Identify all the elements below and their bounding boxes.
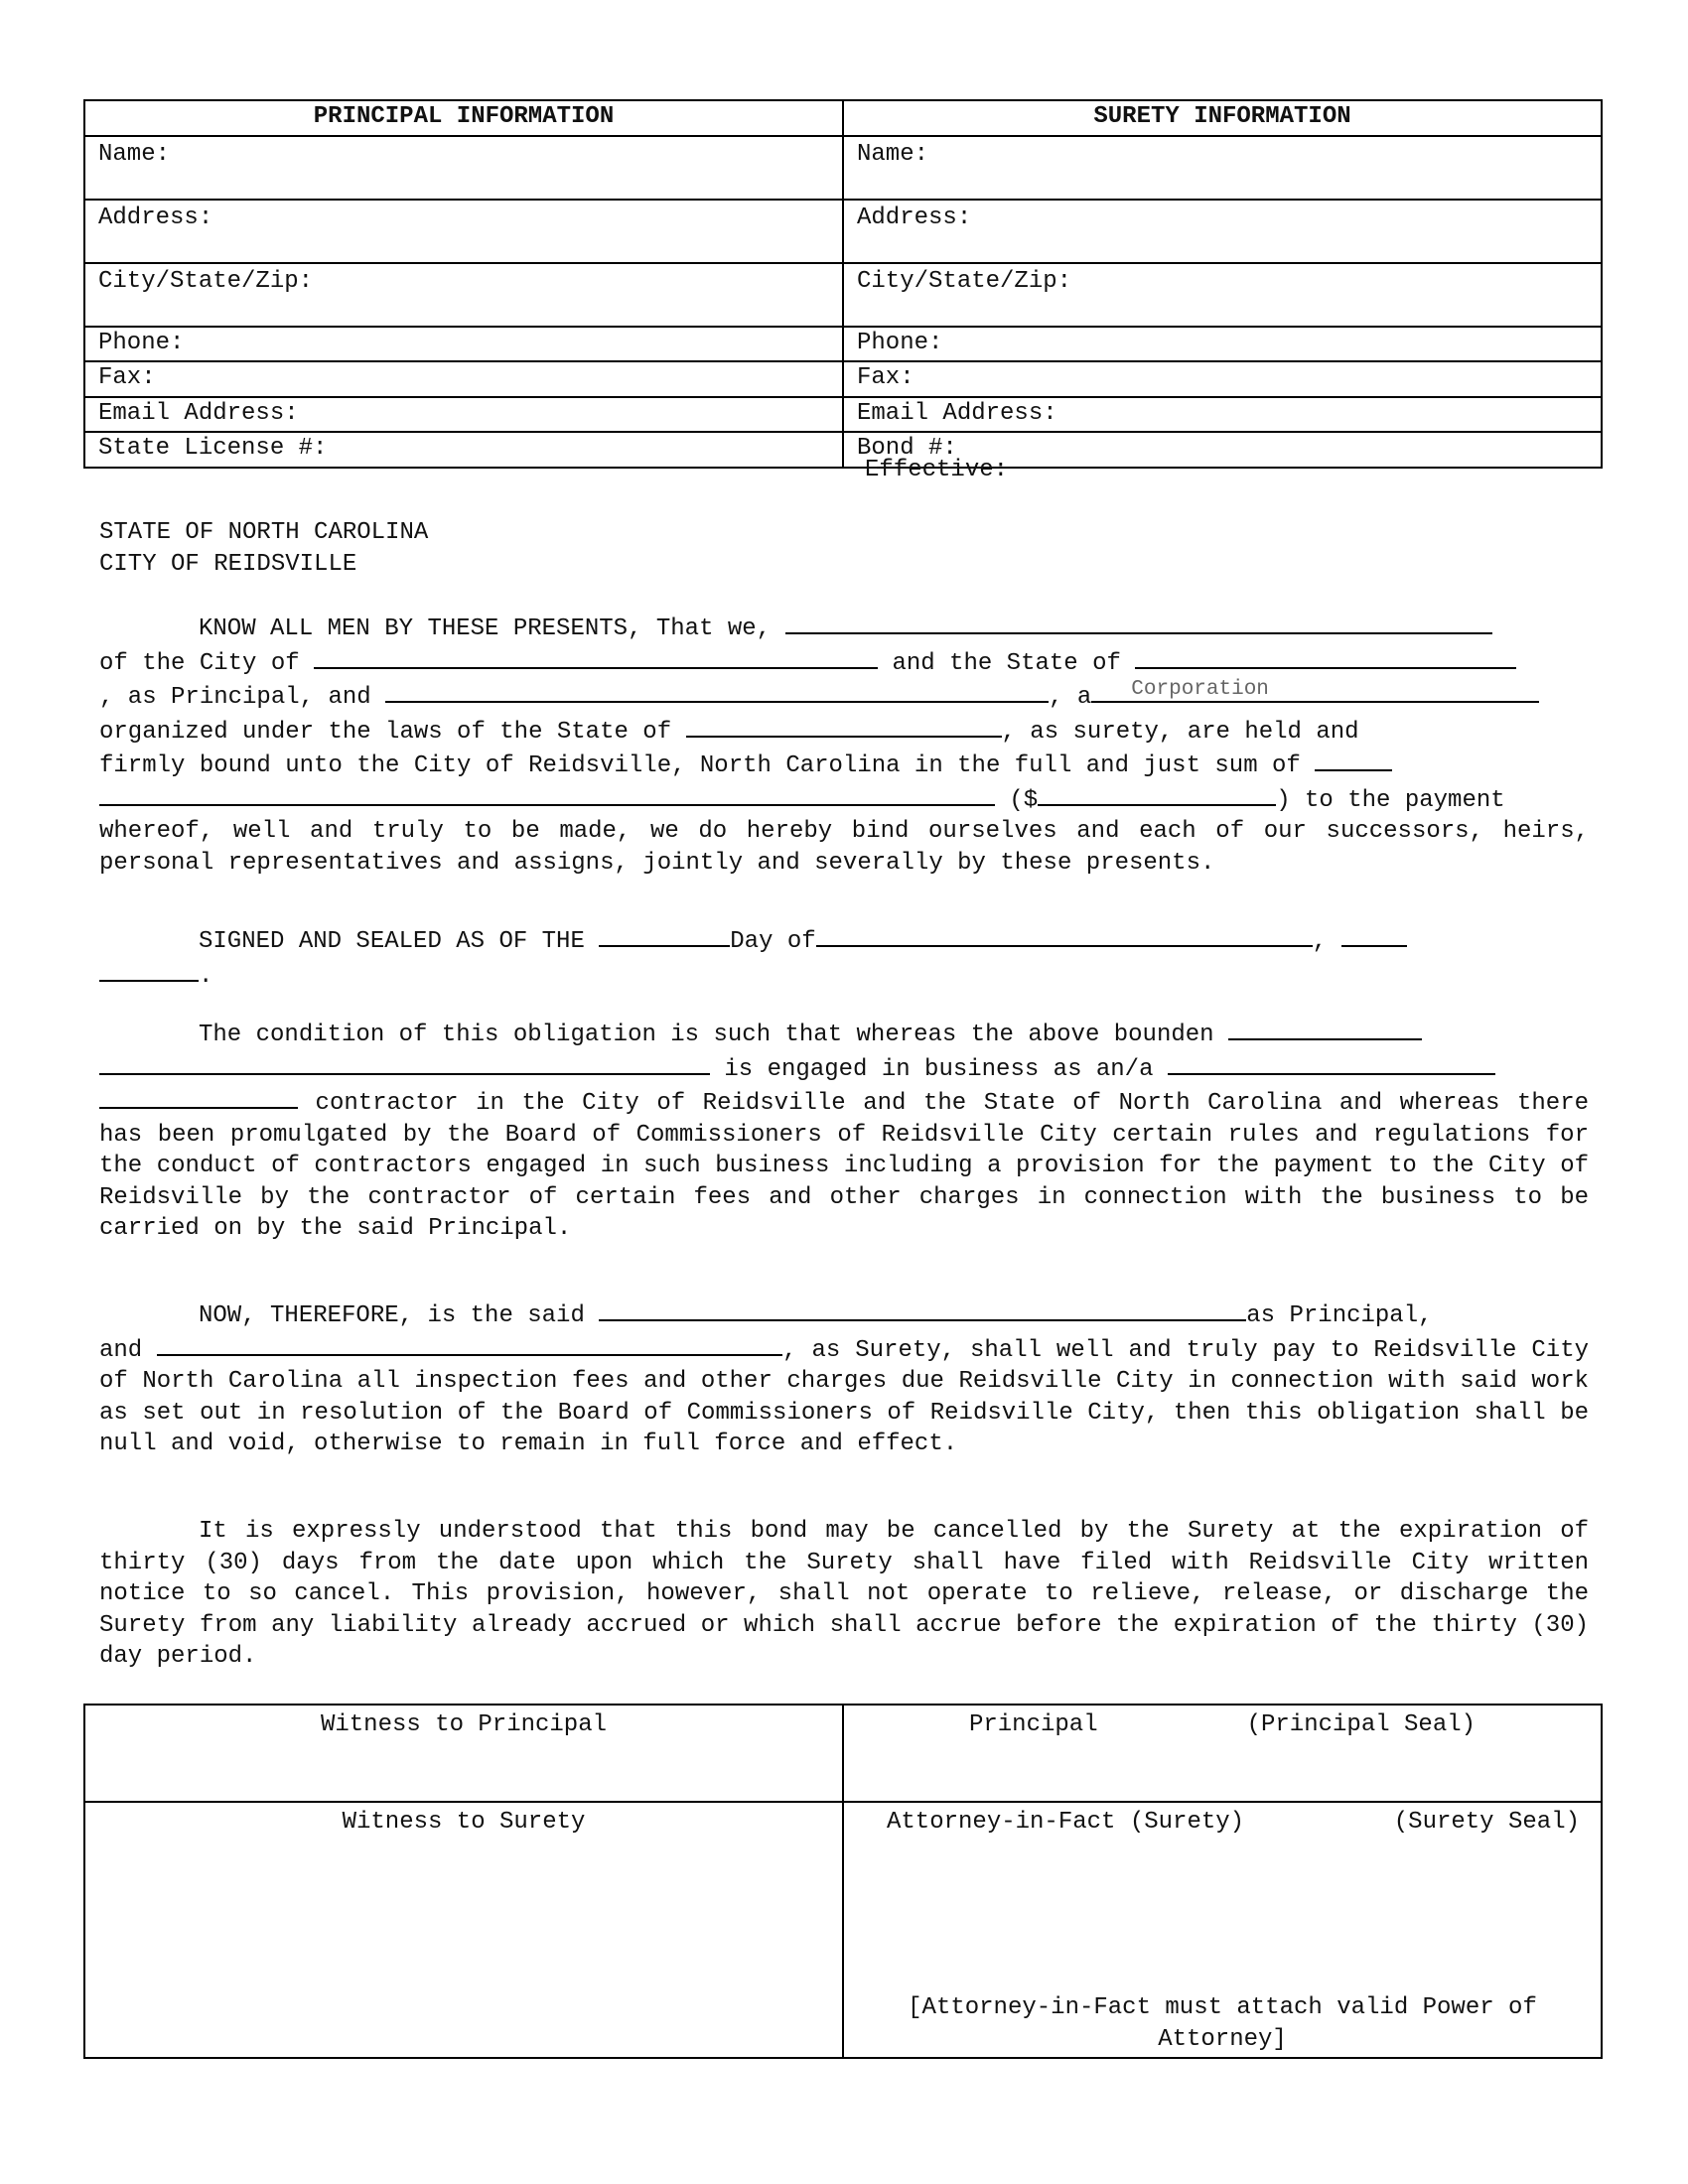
attorney-in-fact-cell[interactable]: [843, 1802, 1602, 2058]
principal-address-field[interactable]: Address:: [84, 200, 843, 263]
sum-words-blank-start[interactable]: [1315, 748, 1392, 771]
surety-name-blank-2[interactable]: [157, 1332, 782, 1356]
surety-seal-label: (Surety Seal): [1393, 1809, 1580, 1836]
principal-state-blank[interactable]: [1135, 645, 1516, 669]
year-blank[interactable]: [99, 958, 199, 982]
para4-text-a: NOW, THEREFORE, is the said: [199, 1302, 585, 1329]
principal-city-state-zip-field[interactable]: City/State/Zip:: [84, 263, 843, 327]
para3-text-c: contractor in the City of Reidsville and the State of North Carolina and whereas there has been promulgated by the Board of Commissioners of Reidsville City certain rules and regulations for the conduct of contractors engaged in such business including a provision for the payment to the City of Reidsville by the contractor of certain fees and other charges in connection with the business to be carried on by the said Principal.: [99, 1090, 1590, 1242]
witness-to-principal-cell[interactable]: [84, 1705, 843, 1802]
para1-text-c: and the State of: [892, 649, 1121, 677]
signature-table: [83, 1704, 1603, 2059]
attorney-in-fact-label: Attorney-in-Fact (Surety): [887, 1809, 1245, 1836]
principal-signature-cell[interactable]: [843, 1705, 1602, 1802]
paragraph-know-all-men: [99, 611, 1589, 879]
para4-text-c: and: [99, 1336, 143, 1364]
surety-email-field[interactable]: Email Address:: [843, 397, 1602, 433]
para3-text-a: The condition of this obligation is such that whereas the above bounden: [199, 1022, 1214, 1048]
sum-amount-blank[interactable]: [1038, 782, 1276, 806]
surety-type-blank[interactable]: [1091, 679, 1539, 703]
para1-text-j: ) to the payment: [1276, 786, 1505, 814]
principal-email-field[interactable]: Email Address:: [84, 397, 843, 433]
para2-text-d: .: [199, 962, 213, 990]
bounden-name-blank[interactable]: [99, 1051, 710, 1075]
paragraph-now-therefore: [99, 1297, 1589, 1460]
para2-text-a: SIGNED AND SEALED AS OF THE: [199, 928, 585, 955]
principal-information-header: PRINCIPAL INFORMATION: [84, 100, 843, 136]
bounden-name-blank-start[interactable]: [1228, 1017, 1422, 1040]
surety-fax-field[interactable]: Fax:: [843, 361, 1602, 397]
witness-to-surety-cell[interactable]: [84, 1802, 843, 2058]
para1-text-e: , a: [1049, 684, 1092, 711]
para1-text-i: ($: [1009, 786, 1039, 814]
principal-label: Principal: [968, 1711, 1098, 1738]
year-blank-start[interactable]: [1341, 923, 1407, 947]
jurisdiction-block: [99, 517, 428, 580]
state-line: STATE OF NORTH CAROLINA: [99, 519, 429, 546]
para5-text: It is expressly understood that this bond may be cancelled by the Surety at the expiration of thirty (30) days from the date upon which the Surety shall have filed with Reidsville City written notice to so cancel. This provision, however, shall not operate to relieve, release, or discharge the Surety from any liability already accrued or which shall accrue before the expiration of the thirty (30) day period.: [99, 1518, 1589, 1670]
para1-text-b: of the City of: [99, 649, 300, 677]
para1-text-d: , as Principal, and: [99, 684, 371, 711]
business-type-blank[interactable]: [1168, 1051, 1495, 1075]
para1-text-a: KNOW ALL MEN BY THESE PRESENTS, That we,: [199, 615, 772, 642]
surety-information-header: SURETY INFORMATION: [843, 100, 1602, 136]
surety-state-blank[interactable]: [686, 714, 1002, 738]
city-line: CITY OF REIDSVILLE: [99, 550, 357, 578]
surety-address-field[interactable]: Address:: [843, 200, 1602, 263]
para2-text-c: ,: [1312, 928, 1328, 955]
principal-state-license-field[interactable]: State License #:: [84, 432, 843, 468]
surety-city-state-zip-field[interactable]: City/State/Zip:: [843, 263, 1602, 327]
corporation-fill: Corporation: [1131, 677, 1269, 701]
month-blank[interactable]: [816, 923, 1313, 947]
paragraph-signed-sealed: [99, 923, 1589, 992]
surety-bond-number-field[interactable]: Bond #:: [843, 432, 1602, 468]
surety-name-field[interactable]: Name:: [843, 136, 1602, 200]
para1-text-k: whereof, well and truly to be made, we do hereby bind ourselves and each of our successors, heirs, personal representatives and assigns, jointly and severally by these presents.: [99, 818, 1589, 877]
principal-fax-field[interactable]: Fax:: [84, 361, 843, 397]
principal-name-blank-2[interactable]: [599, 1297, 1246, 1321]
para4-text-b: as Principal,: [1246, 1302, 1433, 1329]
para1-text-h: firmly bound unto the City of Reidsville, North Carolina in the full and just sum of: [99, 752, 1301, 779]
para2-text-b: Day of: [730, 928, 816, 955]
surety-phone-field[interactable]: Phone:: [843, 327, 1602, 362]
principal-name-blank[interactable]: [785, 611, 1492, 634]
paragraph-condition: [99, 1017, 1589, 1245]
witness-to-principal-label: Witness to Principal: [320, 1711, 608, 1738]
principal-phone-field[interactable]: Phone:: [84, 327, 843, 362]
para1-text-g: , as surety, are held and: [1001, 718, 1359, 746]
para3-text-b: is engaged in business as an/a: [724, 1055, 1154, 1083]
para1-text-f: organized under the laws of the State of: [99, 718, 672, 746]
sum-words-blank[interactable]: [99, 782, 995, 806]
principal-city-blank[interactable]: [314, 645, 878, 669]
principal-seal-label: (Principal Seal): [1246, 1711, 1477, 1738]
effective-date-label: Effective:: [865, 457, 1009, 483]
paragraph-cancellation: [99, 1516, 1589, 1673]
contractor-type-blank[interactable]: [99, 1085, 298, 1109]
surety-name-blank[interactable]: [385, 679, 1049, 703]
info-table: [83, 99, 1603, 469]
witness-to-surety-label: Witness to Surety: [342, 1809, 586, 1836]
para4-text-d: , as Surety, shall well and truly pay to Reidsville City of North Carolina all inspection fees and other charges due Reidsville City in connection with said work as set out in resolution of the Board of Commissioners of Reidsville City, then this obligation shall be null and void, otherwise to remain in full force and effect.: [99, 1336, 1589, 1457]
power-of-attorney-note: [Attorney-in-Fact must attach valid Power of Attorney]: [908, 1994, 1537, 2053]
day-blank[interactable]: [599, 923, 730, 947]
principal-name-field[interactable]: Name:: [84, 136, 843, 200]
